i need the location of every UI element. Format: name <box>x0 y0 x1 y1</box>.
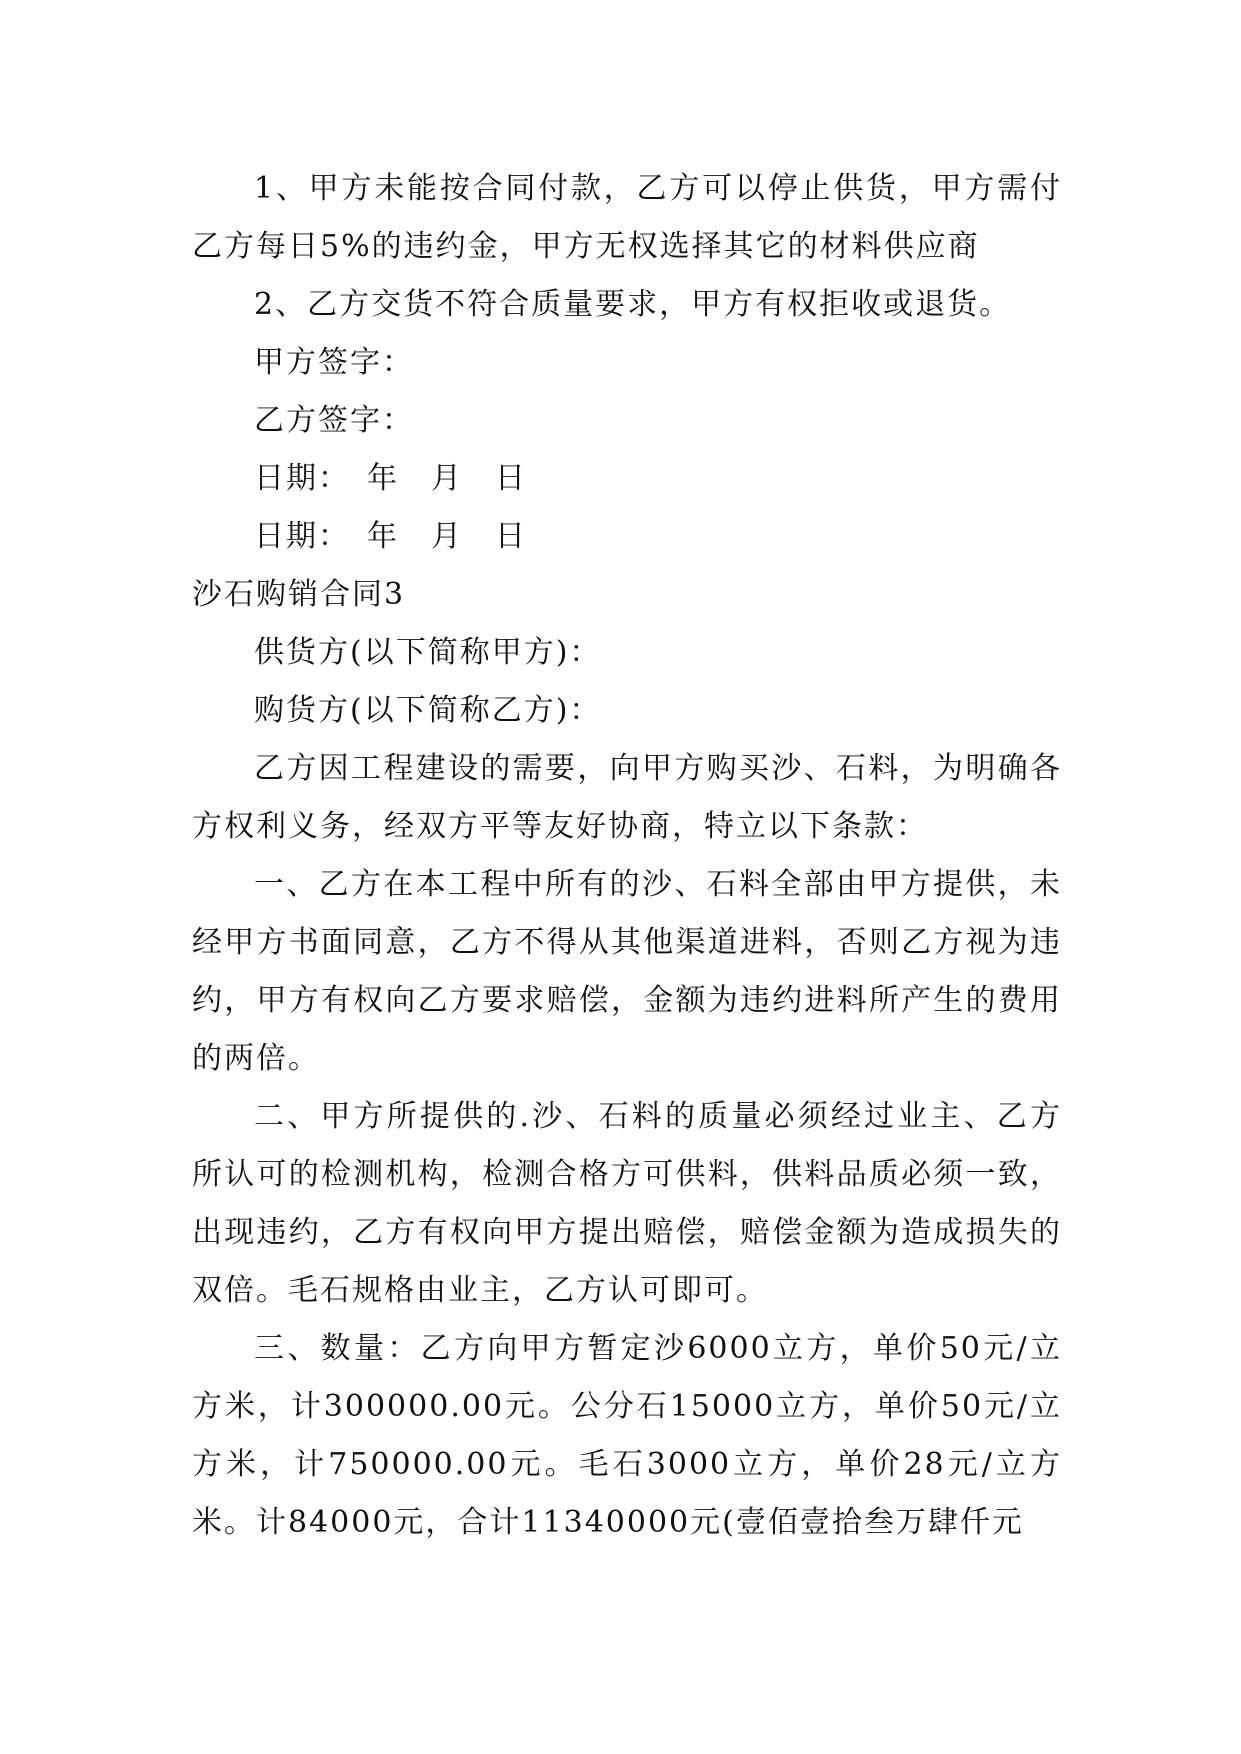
preamble-paragraph: 乙方因工程建设的需要，向甲方购买沙、石料，为明确各方权利义务，经双方平等友好协商，特立以下条款： <box>192 751 1062 844</box>
clause-quality-rejection: 2、乙方交货不符合质量要求，甲方有权拒收或退货。 <box>254 287 1012 322</box>
contract-title: 沙石购销合同3 <box>192 577 406 612</box>
clause-penalty-payment: 1、甲方未能按合同付款，乙方可以停止供货，甲方需付乙方每日5%的违约金，甲方无权选择其它的材料供应商 <box>192 171 1062 264</box>
article-one: 一、乙方在本工程中所有的沙、石料全部由甲方提供，未经甲方书面同意，乙方不得从其他渠道进料，否则乙方视为违约，甲方有权向乙方要求赔偿，金额为违约进料所产生的费用的两倍。 <box>192 867 1062 1076</box>
article-three: 三、数量：乙方向甲方暂定沙6000立方，单价50元/立方米，计300000.00元。公分石15000立方，单价50元/立方米，计750000.00元。毛石3000立方，单价28元/立方米。计84000元，合计11340000元(壹佰壹拾叁万肆仟元 <box>192 1331 1062 1540</box>
supplier-line: 供货方(以下简称甲方)： <box>254 635 602 670</box>
date-line-b: 日期： 年 月 日 <box>254 519 527 554</box>
date-line-a: 日期： 年 月 日 <box>254 461 527 496</box>
article-two: 二、甲方所提供的.沙、石料的质量必须经过业主、乙方所认可的检测机构，检测合格方可供料，供料品质必须一致，出现违约，乙方有权向甲方提出赔偿，赔偿金额为造成损失的双倍。毛石规格由业主，乙方认可即可。 <box>192 1099 1062 1308</box>
party-b-signature: 乙方签字： <box>254 403 414 438</box>
document-body <box>192 160 1062 1552</box>
party-a-signature: 甲方签字： <box>254 345 414 380</box>
buyer-line: 购货方(以下简称乙方)： <box>254 693 602 728</box>
